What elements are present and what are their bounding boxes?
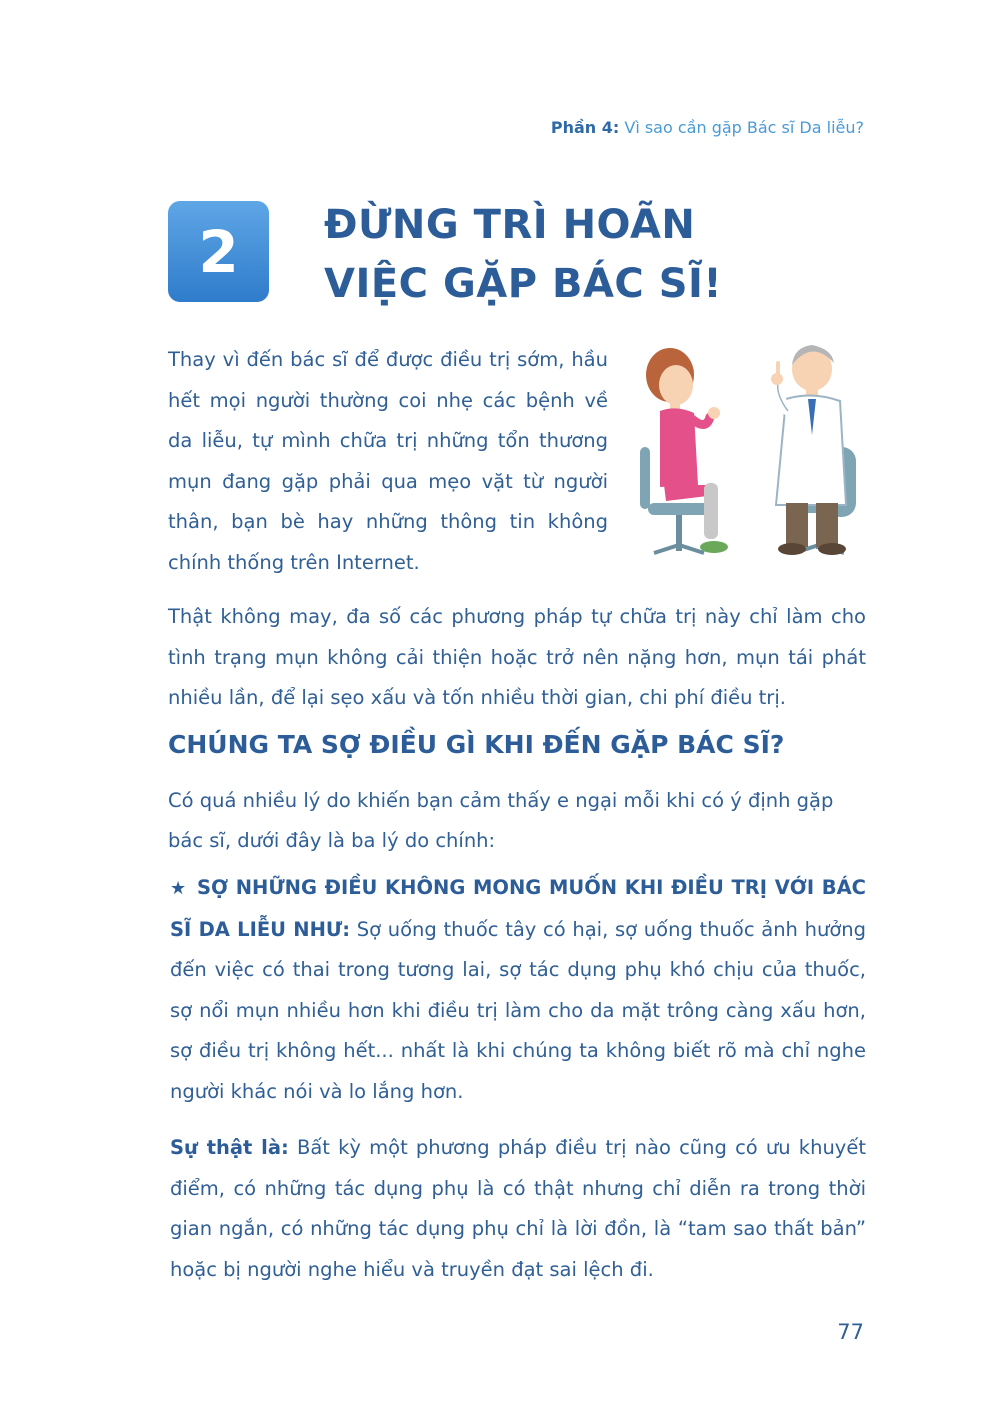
body-paragraph-consequences: Thật không may, đa số các phương pháp tự chữa trị này chỉ làm cho tình trạng mụn không cải thiện hoặc trở nên nặng hơn, mụn tái phát nhiều lần, để lại sẹo xấu và tốn nhiều thời gian, chi phí điều trị. xyxy=(168,605,866,709)
patient-woman xyxy=(646,348,728,553)
bullet-text: Sợ uống thuốc tây có hại, sợ uống thuốc ảnh hưởng đến việc có thai trong tương lai, sợ tác dụng phụ khó chịu của thuốc, sợ nổi mụn nhiều hơn khi điều trị làm cho da mặt trông càng xấu hơn, sợ điều trị không hết... nhất là khi chúng ta không biết rõ mà chỉ nghe người khác nói và lo lắng hơn. xyxy=(170,917,866,1103)
intro-paragraph: Thay vì đến bác sĩ để được điều trị sớm, hầu hết mọi người thường coi nhẹ các bệnh về da liễu, tự mình chữa trị những tổn thương mụn đang gặp phải qua mẹo vặt từ người thân, bạn bè hay những thông tin không chính thống trên Internet. xyxy=(168,348,608,574)
running-head xyxy=(551,118,864,137)
truth-lead: Sự thật là: xyxy=(170,1136,289,1159)
doctor-patient-illustration xyxy=(636,335,872,567)
running-head-part-label: Phần 4: xyxy=(550,118,620,137)
truth-paragraph xyxy=(170,1128,866,1290)
body-paragraph-reasons: Có quá nhiều lý do khiến bạn cảm thấy e ngại mỗi khi có ý định gặp bác sĩ, dưới đây là ba lý do chính: xyxy=(168,789,834,852)
bullet-lead: SỢ NHỮNG ĐIỀU KHÔNG MONG MUỐN KHI ĐIỀU TRỊ VỚI BÁC SĨ DA LIỄU NHƯ: xyxy=(170,876,866,941)
star-icon: ★ xyxy=(170,878,187,899)
bullet-fear-item xyxy=(170,868,866,1112)
truth-text: Bất kỳ một phương pháp điều trị nào cũng có ưu khuyết điểm, có những tác dụng phụ là có thật nhưng chỉ diễn ra trong thời gian ngắn, có những tác dụng phụ chỉ là lời đồn, là “tam sao thất bản” hoặc bị người nghe hiểu và truyền đạt sai lệch đi. xyxy=(170,1136,866,1281)
doctor xyxy=(771,345,846,555)
section-title-line-1: ĐỪNG TRÌ HOÃN xyxy=(324,202,696,248)
section-number-badge: 2 xyxy=(168,201,269,302)
subheading-fears: CHÚNG TA SỢ ĐIỀU GÌ KHI ĐẾN GẶP BÁC SĨ? xyxy=(168,730,785,759)
page-number: 77 xyxy=(837,1320,864,1344)
running-head-part-title: Vì sao cần gặp Bác sĩ Da liễu? xyxy=(619,118,864,137)
section-title-line-2: VIỆC GẶP BÁC SĨ! xyxy=(324,261,723,307)
section-title xyxy=(324,196,844,314)
